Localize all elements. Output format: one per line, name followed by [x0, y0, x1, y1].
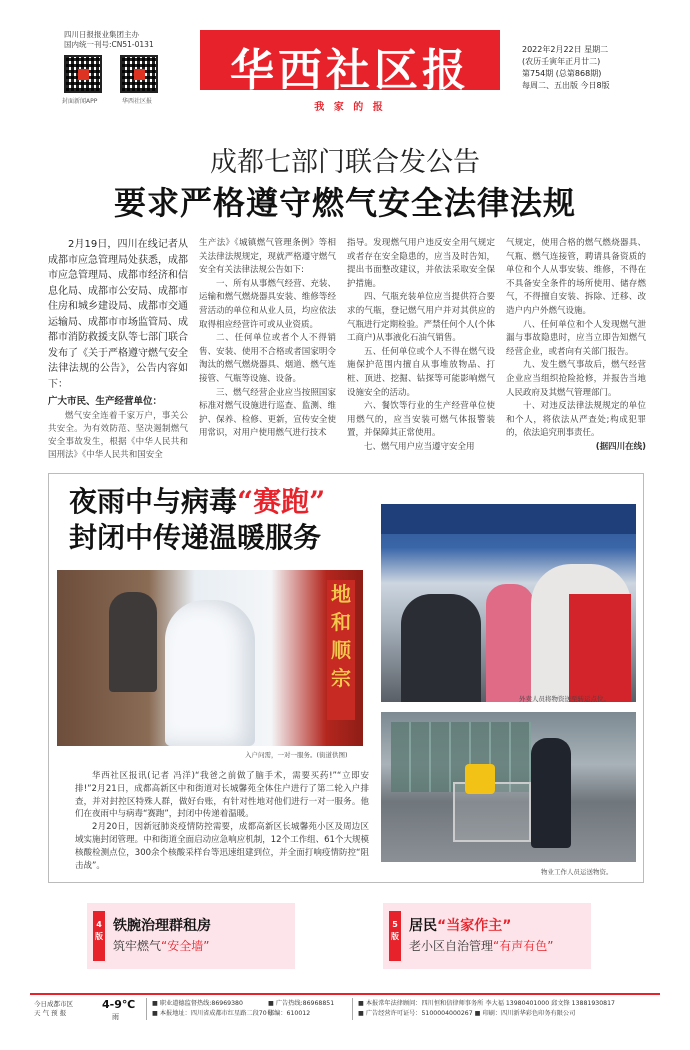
- issue-date: 2022年2月22日 星期二: [522, 45, 609, 54]
- covid-headline-line-1[interactable]: [69, 480, 325, 520]
- covid-paragraph: 华西社区报讯(记者 冯洋)“我爸之前做了脑手术，需要买药!”“立即安排!”2月21日，成都高新区中和街道对长城馨苑全体住户进行了第二轮入户排查，并对封控区特殊人群，做好台账，有针对性地对他们进行一对一服务。他们在夜雨中与病毒“赛跑”，封闭中传递着温暖。: [75, 771, 369, 820]
- office-address: ■ 本报地址：四川省成都市红星路二段70号: [152, 1010, 273, 1017]
- lunar-date: (农历壬寅年正月廿二): [522, 57, 601, 66]
- covid-paragraph: 2月20日，因新冠肺炎疫情防控需要，成都高新区长城馨苑小区及周边区域实施封闭管理。中和街道全面启动应急响应机制，12个工作组、61个大规模核酸检测点位，300余个核酸采样台等迅速组建到位，并全面打响疫情防控“阻击战”。: [75, 822, 369, 871]
- ad-hotline: ■ 广告热线:86968851: [268, 1000, 335, 1007]
- teaser-subtitle-quote: “安全墙”: [161, 939, 210, 953]
- footer-rule: [30, 993, 660, 995]
- lead-intro: 2月19日，四川在线记者从成都市应急管理局处获悉，成都市应急管理局、成都市经济和信息化局、成都市公安局、成都市住房和城乡建设局、成都市交通运输局、成都市市场监管局、成都市消防救援支队等七部门联合发布了《关于严格遵守燃气安全法律法规的公告》，公告内容如下：: [48, 239, 188, 390]
- photo-door-visit[interactable]: [57, 570, 363, 746]
- lead-column-2: [199, 237, 336, 441]
- weather-condition: 雨: [112, 1013, 119, 1021]
- weather-label-line-2: 天 气 预 报: [34, 1009, 67, 1017]
- lead-paragraph: 指导。发现燃气用户违反安全用气规定或者存在安全隐患的，应当及时告知，提出书面整改建议，并依法采取安全保护措施。: [347, 238, 495, 289]
- lead-paragraph: 四、气瓶充装单位应当提供符合要求的气瓶，登记燃气用户并对其供应的气瓶进行定期检验。严禁任何个人(个体工商户)从事液化石油气销售。: [347, 292, 495, 344]
- lead-paragraph: 一、所有从事燃气经营、充装、运输和燃气燃烧器具安装、维修等经营活动的单位和从业人员，均应依法取得相应经营许可或从业资质。: [199, 278, 336, 330]
- teaser-page-4[interactable]: [87, 903, 295, 969]
- lead-paragraph: 七、燃气用户应当遵守安全用: [364, 441, 475, 452]
- teaser-title-text: 居民: [409, 918, 437, 934]
- photo-supply-transfer[interactable]: [381, 504, 636, 702]
- ethics-hotline: ■ 职业道德监督热线:86969380: [152, 1000, 243, 1007]
- lead-byline: (据四川在线): [595, 441, 646, 452]
- qr-caption-paper: 华西社区报: [122, 98, 153, 105]
- publisher-line-1: 四川日报报业集团主办: [64, 30, 139, 39]
- issue-number: 第754期 (总第868期): [522, 69, 602, 78]
- photo-couplet: 地和顺宗: [327, 580, 355, 720]
- footer-divider: [352, 998, 353, 1020]
- footer-info-2: [268, 999, 334, 1019]
- footer-info-1: [152, 999, 273, 1019]
- photo-figure: [401, 594, 481, 702]
- teaser-subtitle: [409, 937, 553, 954]
- photo-figure: [165, 600, 255, 746]
- issue-info: [522, 44, 610, 92]
- ad-license: ■ 广告经营许可证号：5100004000267 ■ 印刷：四川新华彩色印务有限公司: [358, 1010, 576, 1017]
- legal-counsel: ■ 本报常年法律顾问：四川恒和信律师事务所 李大福 13980401000 邱文锋 13881930817: [358, 1000, 615, 1007]
- lead-column-1: [48, 237, 188, 462]
- photo-figure: [531, 738, 571, 848]
- publisher-line-2: 国内统一刊号:CN51-0131: [64, 40, 154, 49]
- covid-story-body: [75, 770, 369, 872]
- qr-code-paper[interactable]: [120, 55, 158, 93]
- lead-paragraph: 三、燃气经营企业应当按照国家标准对燃气设施进行巡查、监测、维护、保养、检修、更新，宣传安全使用常识，对用户使用燃气进行技术: [199, 387, 336, 439]
- photo-figure: [486, 584, 534, 702]
- lead-salutation: 广大市民、生产经营单位：: [48, 396, 163, 407]
- masthead: [0, 0, 690, 113]
- publish-schedule: 每周二、五出版 今日8版: [522, 81, 610, 90]
- photo-cart-delivery[interactable]: [381, 712, 636, 862]
- covid-headline-text: 夜雨中与病毒: [69, 485, 238, 518]
- footer-info-3: [358, 999, 615, 1019]
- weather-temperature: 4-9℃: [102, 998, 136, 1011]
- photo-figure: [109, 592, 157, 692]
- weather-label: [34, 1000, 73, 1018]
- teaser-title: 铁腕治理群租房: [113, 918, 211, 934]
- covid-headline-line-2[interactable]: 封闭中传递温暖服务: [69, 521, 322, 554]
- lead-paragraph: 二、任何单位或者个人不得销售、安装、使用不合格或者国家明令淘汰的燃气燃烧器具、烟道、燃气连接管、气瓶等设施、设备。: [199, 333, 336, 384]
- teaser-subtitle-quote: “有声有色”: [493, 939, 554, 953]
- lead-paragraph: 九、发生燃气事故后，燃气经营企业应当组织抢险抢修，并报告当地人民政府及其燃气管理部门。: [506, 360, 646, 398]
- publisher-info: [64, 30, 154, 50]
- teaser-subtitle: [113, 937, 209, 954]
- slogan: 我 家 的 报: [314, 102, 386, 113]
- lead-kicker: 成都七部门联合发公告: [210, 147, 480, 178]
- lead-column-4: [506, 237, 646, 455]
- lead-paragraph: 燃气安全连着千家万户，事关公共安全。为有效防范、坚决遏制燃气安全事故发生，根据《中华人民共和国刑法》《中华人民共和国安全: [48, 410, 188, 460]
- footer-divider: [146, 998, 147, 1020]
- lead-paragraph: 五、任何单位或个人不得在燃气设施保护范围内擅自从事堆放物品、打桩、顶进、挖掘、钻探等可能影响燃气设施安全的活动。: [347, 346, 495, 398]
- lead-headline[interactable]: 要求严格遵守燃气安全法律法规: [113, 184, 576, 222]
- photo-figure: [531, 564, 631, 702]
- photo-caption-1: 入户问需，一对一服务。(街道供图): [245, 751, 348, 759]
- lead-paragraph: 十、对违反法律法规规定的单位和个人，将依法从严查处;构成犯罪的，依法追究刑事责任。: [506, 401, 646, 439]
- teaser-page-number: 5版: [389, 911, 401, 961]
- photo-caption-3: 物业工作人员运送物资。: [541, 868, 613, 876]
- lead-paragraph: 生产法》《城镇燃气管理条例》等相关法律法规规定，现就严格遵守燃气安全有关法律法规公告如下:: [199, 238, 336, 276]
- logo: [200, 30, 500, 96]
- postal-code: 邮编：610012: [268, 1010, 311, 1017]
- qr-caption-app: 封面新闻APP: [62, 98, 98, 105]
- teaser-subtitle-text: 筑牢燃气: [113, 939, 162, 953]
- photo-tent: [381, 504, 636, 534]
- qr-code-app[interactable]: [64, 55, 102, 93]
- lead-paragraph: 八、任何单位和个人发现燃气泄漏与事故隐患时，应当立即告知燃气经营企业，或者向有关部门报告。: [506, 319, 646, 357]
- photo-caption-2: 外卖人员将物资送至转运点位。: [519, 695, 610, 703]
- teaser-page-5[interactable]: [383, 903, 591, 969]
- teaser-title-quote: “当家作主”: [437, 918, 512, 934]
- photo-bag: [465, 764, 495, 794]
- covid-story: [48, 473, 644, 883]
- covid-headline-quote: “赛跑”: [237, 485, 326, 518]
- teaser-title: [409, 915, 511, 935]
- weather-label-line-1: 今日成都市区: [34, 1000, 73, 1008]
- lead-column-3: [347, 237, 495, 455]
- logo-text: 华西社区报: [230, 45, 470, 96]
- teaser-page-number: 4版: [93, 911, 105, 961]
- photo-vest: [569, 594, 631, 702]
- lead-paragraph: 气规定，使用合格的燃气燃烧器具、气瓶、燃气连接管，聘请具备资质的单位和个人从事安装、维修，不得在不具备安全条件的场所使用、储存燃气，不得擅自安装、拆除、迁移、改造户内户外燃气设施。: [506, 238, 646, 316]
- lead-paragraph: 六、餐饮等行业的生产经营单位使用燃气的，应当安装可燃气体报警装置，并保障其正常使用。: [347, 401, 495, 439]
- teaser-subtitle-text: 老小区自治管理: [409, 939, 494, 953]
